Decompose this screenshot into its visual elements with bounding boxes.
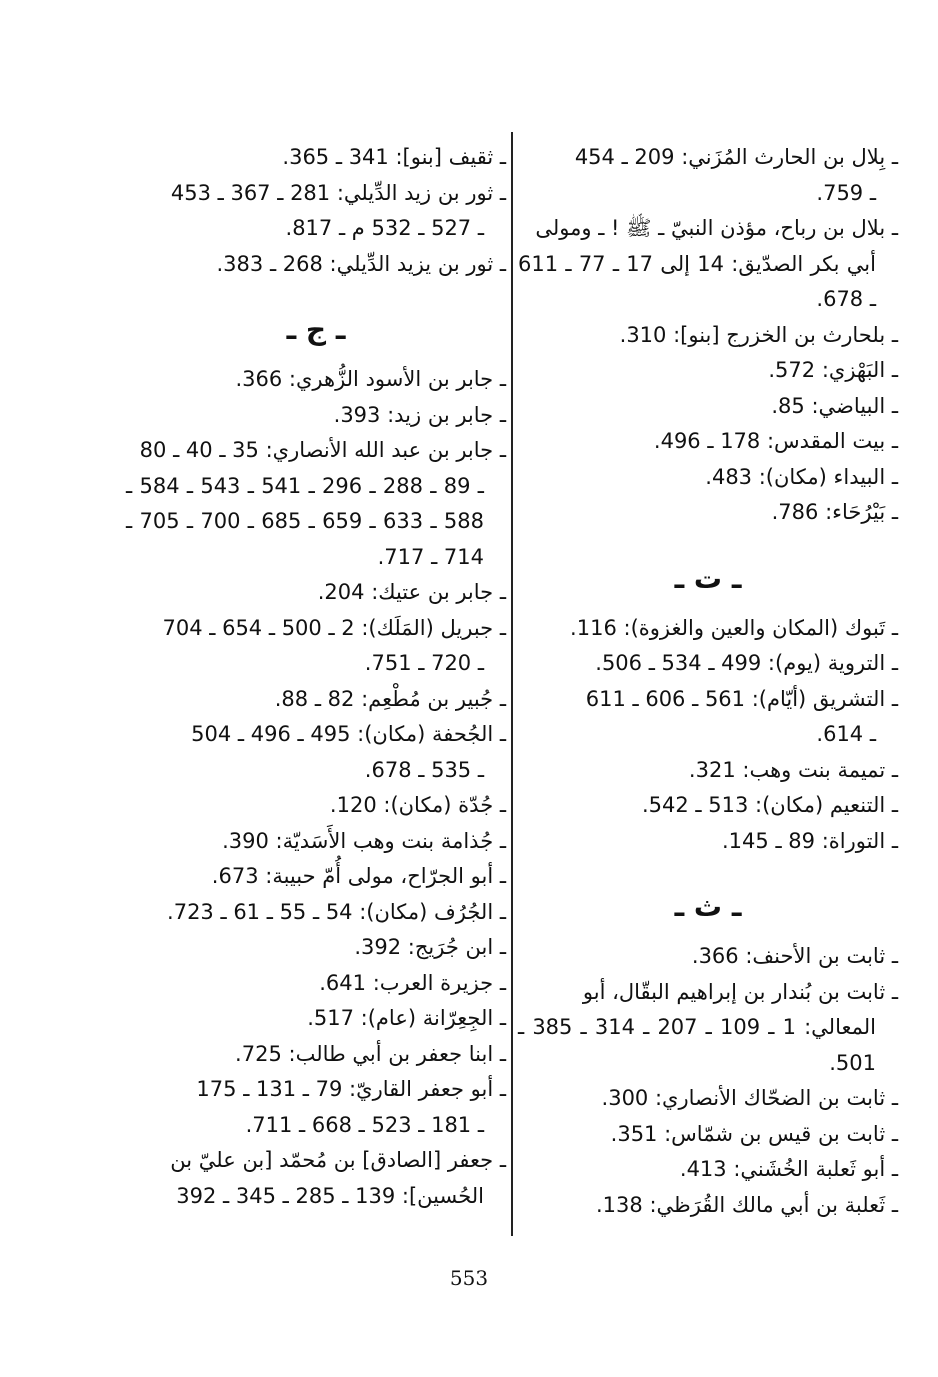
letter-heading-jim: ـ ج ـ	[286, 313, 346, 346]
right-column	[518, 140, 898, 1223]
index-entry	[518, 824, 898, 860]
index-entry	[518, 495, 898, 531]
entry-text: ـ ثور بن زيد الدِّيلي: 281 ـ 367 ـ 453	[170, 180, 506, 205]
entry-text: ـ ثابت بن قيس بن شمّاس: 351.	[610, 1121, 898, 1146]
index-entry	[126, 433, 506, 575]
entry-text: ـ ثقيف [بنو]: 341 ـ 365.	[282, 145, 506, 169]
entry-text: ـ تميمة بنت وهب: 321.	[688, 757, 898, 782]
index-entry	[518, 975, 898, 1082]
entry-continuation: ـ 720 ـ 751.	[364, 651, 484, 675]
entry-text: ـ أبو جعفر القاريّ: 79 ـ 131 ـ 175	[196, 1077, 506, 1101]
entry-text: ـ بِلال بن الحارث المُزَني: 209 ـ 454	[574, 145, 898, 169]
entry-text: ـ جابر بن عتيك: 204.	[317, 580, 506, 604]
index-entry	[126, 895, 506, 931]
entry-text: ـ ابن جُرَيج: 392.	[354, 935, 506, 959]
index-entry	[126, 859, 506, 895]
index-entry	[518, 939, 898, 975]
entries-tha-continued	[126, 140, 506, 282]
entry-text: ـ بلال بن رباح، مؤذن النبيّ ـ ﷺ ! ـ ومولى	[535, 216, 898, 240]
entry-text: ـ الجِعِرّانة (عام): 517.	[307, 1006, 506, 1030]
index-entry	[126, 575, 506, 611]
entry-continuation: المعالي: 1 ـ 109 ـ 207 ـ 314 ـ 385 ـ 501.	[518, 1015, 876, 1075]
entry-text: ـ ابنا جعفر بن أبي طالب: 725.	[235, 1041, 506, 1066]
index-entry	[126, 824, 506, 860]
letter-heading-ta: ـ ت ـ	[674, 561, 742, 595]
entry-continuation: ـ 89 ـ 288 ـ 296 ـ 541 ـ 543 ـ 584 ـ 588 ـ 633 ـ 659 ـ 685 ـ 700 ـ 705 ـ 714 ـ 717.	[126, 473, 485, 569]
index-entry	[518, 389, 898, 425]
entry-text: ـ أبو الجرّاح، مولى أُمّ حبيبة: 673.	[211, 864, 506, 888]
index-entry	[518, 140, 898, 211]
entry-text: ـ جابر بن عبد الله الأنصاري: 35 ـ 40 ـ 80	[139, 438, 506, 462]
entry-text: ـ بَيْرُحَاء: 786.	[771, 500, 898, 524]
entry-text: ـ التشريق (أيّام): 561 ـ 606 ـ 611	[585, 686, 898, 711]
entry-text: ـ جُبير بن مُطْعِم: 82 ـ 88.	[274, 686, 506, 711]
entry-continuation: ـ 614.	[816, 722, 876, 746]
entries-tha	[518, 939, 898, 1223]
entry-text: ـ ثَعلبة بن أبي مالك القُرَظي: 138.	[595, 1192, 898, 1217]
entry-continuation: الحُسين]: 139 ـ 285 ـ 345 ـ 392	[176, 1183, 484, 1208]
index-entry	[126, 398, 506, 434]
page-number: 553	[449, 1266, 489, 1290]
index-entry	[126, 682, 506, 718]
entry-text: ـ جزيرة العرب: 641.	[319, 970, 506, 995]
entry-text: ـ بيت المقدس: 178 ـ 496.	[653, 429, 898, 453]
entry-text: ـ أبو ثَعلبة الخُشَني: 413.	[679, 1157, 898, 1181]
index-entry	[126, 611, 506, 682]
entry-text: ـ التوراة: 89 ـ 145.	[721, 828, 898, 853]
index-entry	[518, 788, 898, 824]
index-entry	[126, 1001, 506, 1037]
letter-heading-tha: ـ ث ـ	[674, 890, 742, 923]
entry-text: ـ التروية (يوم): 499 ـ 534 ـ 506.	[595, 651, 898, 675]
index-entry	[126, 1072, 506, 1143]
index-entry	[518, 211, 898, 318]
entry-text: ـ جابر بن الأسود الزُّهري: 366.	[235, 367, 506, 391]
index-entry	[518, 460, 898, 496]
index-entry	[518, 1152, 898, 1188]
index-entry	[518, 424, 898, 460]
entry-continuation: ـ 527 ـ 532 م ـ 817.	[285, 216, 484, 240]
entry-text: ـ جُدّة (مكان): 120.	[329, 793, 506, 817]
index-entry	[518, 646, 898, 682]
entry-text: ـ جابر بن زيد: 393.	[333, 402, 506, 427]
index-entry	[518, 1081, 898, 1117]
index-entry	[126, 176, 506, 247]
index-entry	[518, 611, 898, 647]
index-entry	[126, 247, 506, 283]
entry-text: ـ الجُحفة (مكان): 495 ـ 496 ـ 504	[191, 722, 506, 746]
entry-text: ـ الجُرُف (مكان): 54 ـ 55 ـ 61 ـ 723.	[167, 899, 506, 924]
entry-text: ـ ثابت بن بُندار بن إبراهيم البقّال، أبو	[582, 979, 898, 1004]
entry-text: ـ التنعيم (مكان): 513 ـ 542.	[641, 793, 898, 817]
index-entry	[126, 930, 506, 966]
entry-text: ـ جبريل (المَلَك): 2 ـ 500 ـ 654 ـ 704	[162, 615, 506, 640]
entry-text: ـ البيداء (مكان): 483.	[705, 464, 898, 489]
index-entry	[126, 362, 506, 398]
entry-text: ـ ثور بن يزيد الدِّيلي: 268 ـ 383.	[216, 251, 506, 276]
index-entry	[126, 1037, 506, 1073]
entry-text: ـ جُذامة بنت وهب الأَسَديّة: 390.	[222, 828, 506, 853]
index-entry	[126, 966, 506, 1002]
index-entry	[518, 1117, 898, 1153]
index-entry	[126, 1143, 506, 1214]
entry-text: ـ تَبوك (المكان والعين والغزوة): 116.	[570, 615, 898, 640]
entries-ba	[518, 140, 898, 531]
entries-ta	[518, 611, 898, 860]
entry-continuation: ـ 759.	[816, 180, 876, 205]
entry-text: ـ جعفر [الصادق] بن مُحمّد [بن عليّ بن	[170, 1148, 506, 1172]
index-entry	[518, 682, 898, 753]
index-entry	[126, 788, 506, 824]
entry-text: ـ ثابت بن الأحنف: 366.	[691, 944, 898, 968]
entry-text: ـ ثابت بن الضحّاك الأنصاري: 300.	[601, 1086, 898, 1110]
entry-continuation: ـ 535 ـ 678.	[364, 757, 484, 782]
column-divider	[511, 132, 513, 1236]
index-entry	[518, 753, 898, 789]
index-entry	[126, 140, 506, 176]
entry-continuation: أبي بكر الصدّيق: 14 إلى 17 ـ 77 ـ 611 ـ 678.	[518, 251, 876, 311]
entry-text: ـ بلحارث بن الخزرج [بنو]: 310.	[619, 322, 898, 347]
entries-jim	[126, 362, 506, 1214]
index-entry	[518, 318, 898, 354]
index-entry	[518, 1188, 898, 1224]
left-column	[126, 140, 506, 1214]
index-entry	[518, 353, 898, 389]
entry-text: ـ البَهْزي: 572.	[768, 358, 898, 382]
index-entry	[126, 717, 506, 788]
entry-text: ـ البياضي: 85.	[771, 393, 898, 418]
entry-continuation: ـ 181 ـ 523 ـ 668 ـ 711.	[245, 1112, 484, 1137]
